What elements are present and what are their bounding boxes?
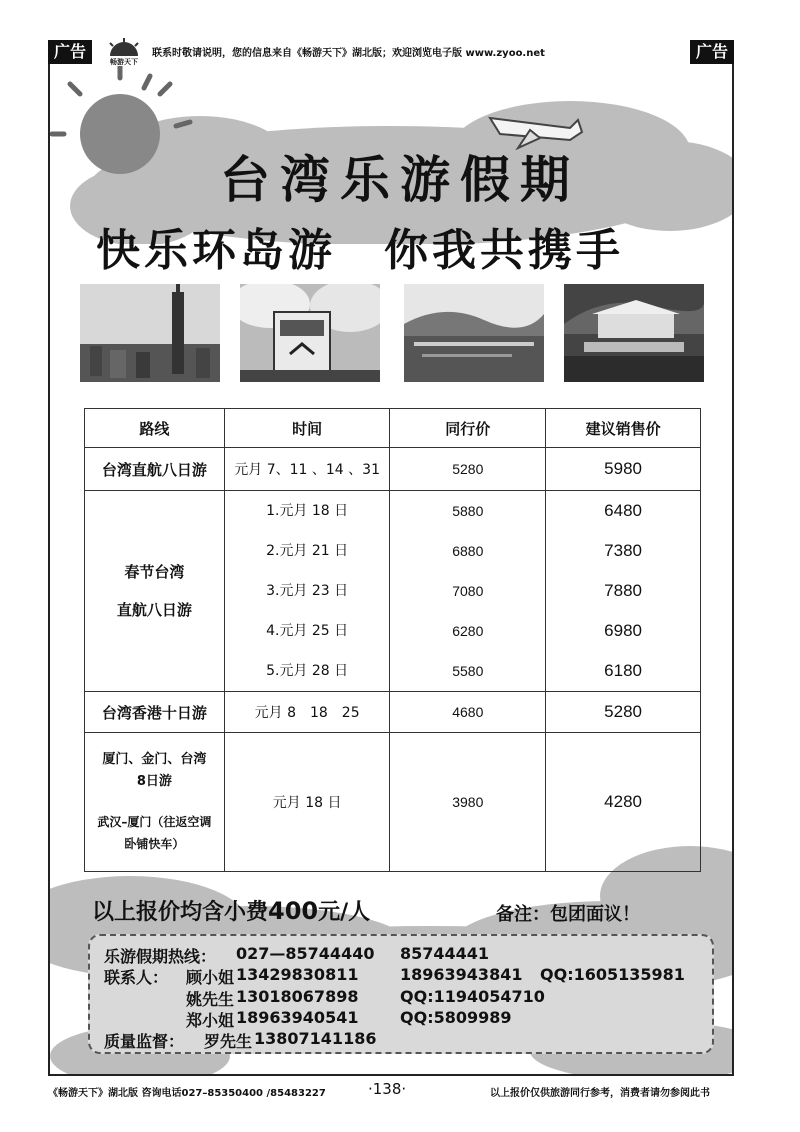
main-title: 台湾乐游假期 — [220, 151, 580, 209]
route-line: 卧铺快车） — [124, 837, 185, 851]
retail-price-item: 6480 — [604, 501, 642, 520]
contact-person-name: 顾小姐 — [186, 968, 235, 987]
ad-label-left: 广告 — [48, 40, 92, 64]
price-table — [84, 408, 701, 872]
summary-post: 元/人 — [318, 900, 371, 925]
route-line: 春节台湾 — [124, 563, 185, 581]
table-row — [85, 448, 701, 491]
time-cell: 元月 18 日 — [224, 733, 390, 872]
contact-phone: 13429830811 — [236, 965, 359, 984]
header-trade-price: 同行价 — [390, 409, 546, 448]
table-row — [85, 692, 701, 733]
retail-price-cell: 5280 — [546, 692, 701, 733]
hotline-label: 乐游假期热线： — [104, 947, 217, 966]
contact-qq: QQ:1194054710 — [400, 987, 545, 1006]
route-cell — [85, 491, 225, 692]
retail-price-list-cell — [546, 491, 701, 692]
trade-price-item: 5880 — [452, 503, 484, 519]
trade-price-cell: 5280 — [390, 448, 546, 491]
time-item: 2.元月 21 日 — [266, 543, 349, 559]
route-line: 厦门、金门、台湾 — [102, 752, 207, 767]
trade-price-item: 5580 — [452, 663, 484, 679]
time-cell: 元月 7、11 、14 、31 — [224, 448, 390, 491]
route-line: 直航八日游 — [116, 601, 192, 619]
alishan-train-image — [240, 284, 380, 382]
retail-price-cell: 4280 — [546, 733, 701, 872]
contact-phone: 13018067898 — [236, 987, 359, 1006]
header-time: 时间 — [224, 409, 390, 448]
time-item: 1.元月 18 日 — [266, 503, 349, 519]
page-number: ·138· — [368, 1080, 407, 1098]
footer-left: 《畅游天下》湖北版 咨询电话027–85350400 /85483227 — [48, 1088, 326, 1099]
route-cell — [85, 733, 225, 872]
header-retail-price: 建议销售价 — [546, 409, 701, 448]
footer-right: 以上报价仅供旅游同行参考，消费者请勿参阅此书 — [490, 1088, 710, 1099]
hotline-number-1: 027—85744440 — [236, 944, 375, 963]
palace-building-image — [564, 284, 704, 382]
contact-phone: 18963943841 — [400, 965, 523, 984]
tip-summary — [92, 895, 370, 926]
route-line: 8日游 — [136, 774, 172, 789]
header-route: 路线 — [85, 409, 225, 448]
retail-price-item: 6980 — [604, 621, 642, 640]
time-item: 5.元月 28 日 — [266, 663, 349, 679]
retail-price-item: 7380 — [604, 541, 642, 560]
contact-qq: QQ:5809989 — [400, 1008, 512, 1027]
sun-moon-lake-image — [404, 284, 544, 382]
contact-label: 联系人： — [104, 968, 169, 987]
logo-text: 畅游天下 — [110, 58, 138, 66]
contact-phone: 18963940541 — [236, 1008, 359, 1027]
header-notice: 联系时敬请说明，您的信息来自《畅游天下》湖北版；欢迎浏览电子版 www.zyoo.net — [152, 48, 545, 59]
ad-label-right: 广告 — [690, 40, 734, 64]
time-item: 4.元月 25 日 — [266, 623, 349, 639]
summary-pre: 以上报价均含小费 — [92, 900, 269, 925]
route-line: 武汉–厦门（往返空调 — [97, 815, 212, 829]
summary-amount: 400 — [268, 897, 319, 925]
retail-price-item: 7880 — [604, 581, 642, 600]
route-cell: 台湾直航八日游 — [85, 448, 225, 491]
slogan: 快乐环岛游 你我共携手 — [96, 225, 624, 276]
trade-price-item: 6880 — [452, 543, 484, 559]
trade-price-cell: 3980 — [390, 733, 546, 872]
time-cell: 元月 8 18 25 — [224, 692, 390, 733]
retail-price-item: 6180 — [604, 661, 642, 680]
contact-person-name: 郑小姐 — [186, 1011, 235, 1030]
quality-label: 质量监督： — [104, 1032, 185, 1051]
contact-panel — [88, 934, 714, 1054]
trade-price-item: 7080 — [452, 583, 484, 599]
sun-logo-icon — [104, 38, 144, 66]
table-row-group — [85, 491, 701, 692]
trade-price-list-cell — [390, 491, 546, 692]
contact-qq: QQ:1605135981 — [540, 965, 685, 984]
table-header-row — [85, 409, 701, 448]
route-cell: 台湾香港十日游 — [85, 692, 225, 733]
retail-price-cell: 5980 — [546, 448, 701, 491]
trade-price-item: 6280 — [452, 623, 484, 639]
time-list-cell — [224, 491, 390, 692]
taipei-101-skyline-image — [80, 284, 220, 382]
hotline-number-2: 85744441 — [400, 944, 490, 963]
quality-person-name: 罗先生 — [204, 1032, 253, 1051]
group-remark: 备注：包团面议！ — [496, 904, 640, 925]
table-row — [85, 733, 701, 872]
trade-price-cell: 4680 — [390, 692, 546, 733]
contact-person-name: 姚先生 — [186, 990, 235, 1009]
quality-phone: 13807141186 — [254, 1029, 377, 1048]
time-item: 3.元月 23 日 — [266, 583, 349, 599]
